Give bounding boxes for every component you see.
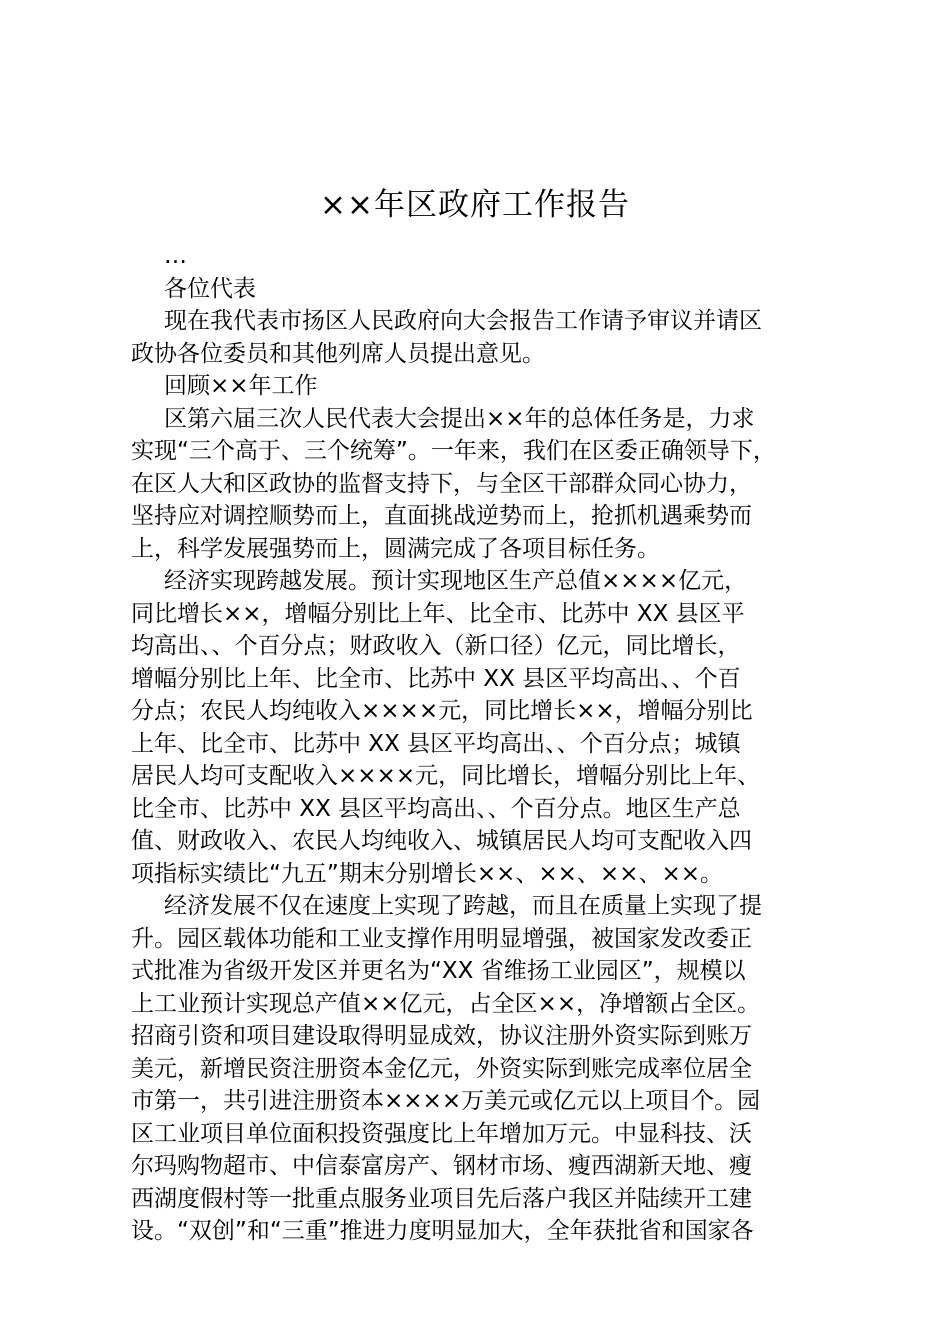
document-title: ××年区政府工作报告 <box>320 187 630 223</box>
text-line: 区第六届三次人民代表大会提出××年的总体任务是，力求 <box>164 405 755 432</box>
text-line: 均高出、、个百分点；财政收入（新口径）亿元，同比增长， <box>131 633 741 659</box>
text-line: 经济实现跨越发展。预计实现地区生产总值××××亿元， <box>164 568 748 594</box>
document-body <box>131 240 831 1248</box>
text-line: 上工业预计实现总产值××亿元，占全区××，净增额占全区。 <box>131 990 761 1017</box>
salutation-paragraph <box>131 273 831 306</box>
text-line: 西湖度假村等一批重点服务业项目先后落户我区并陆续开工建 <box>131 1185 752 1212</box>
text-line: 项指标实绩比“九五”期末分别增长××、××、××、××。 <box>131 860 724 887</box>
text-line: 升。园区载体功能和工业支撑作用明显增强，被国家发改委正 <box>131 925 752 952</box>
economy-growth-paragraph <box>131 565 831 890</box>
text-line: 经济发展不仅在速度上实现了跨越，而且在质量上实现了提 <box>164 893 762 919</box>
text-line: 市第一，共引进注册资本××××万美元或亿元以上项目个。园 <box>131 1088 761 1114</box>
text-line: 居民人均可支配收入××××元，同比增长，增幅分别比上年、 <box>131 763 761 789</box>
text-line: 区工业项目单位面积投资强度比上年增加万元。中显科技、沃 <box>131 1120 752 1147</box>
text-line: 尔玛购物超市、中信泰富房产、钢材市场、瘦西湖新天地、瘦 <box>131 1153 752 1179</box>
text-line: 回顾××年工作 <box>164 373 318 399</box>
text-line: 增幅分别比上年、比全市、比苏中 XX 县区平均高出、、个百 <box>131 665 741 692</box>
text-line: 实现“三个高于、三个统筹”。一年来，我们在区委正确领导下， <box>131 438 776 464</box>
economy-quality-paragraph <box>131 890 831 1248</box>
text-line: 在区人大和区政协的监督支持下，与全区干部群众同心协力， <box>131 470 752 497</box>
section-heading <box>131 370 831 403</box>
text-line: 值、财政收入、农民人均纯收入、城镇居民人均可支配收入四 <box>131 828 752 854</box>
text-line: 上年、比全市、比苏中 XX 县区平均高出、、个百分点；城镇 <box>131 730 741 757</box>
text-line: 美元，新增民资注册资本金亿元，外资实际到账完成率位居全 <box>131 1055 752 1082</box>
text-line: 同比增长××，增幅分别比上年、比全市、比苏中 XX 县区平 <box>131 600 745 627</box>
text-line: 坚持应对调控顺势而上，直面挑战逆势而上，抢抓机遇乘势而 <box>131 503 752 529</box>
text-line: 式批准为省级开发区并更名为“XX 省维扬工业园区”，规模以 <box>131 958 746 984</box>
text-line: 上，科学发展强势而上，圆满完成了各项目标任务。 <box>131 535 660 562</box>
text-line: 现在我代表市扬区人民政府向大会报告工作请予审议并请区 <box>164 308 762 334</box>
text-line: 招商引资和项目建设取得明显成效，协议注册外资实际到账万 <box>131 1023 752 1049</box>
ellipsis-paragraph <box>131 240 831 273</box>
text-line: 政协各位委员和其他列席人员提出意见。 <box>131 340 545 367</box>
text-line: 比全市、比苏中 XX 县区平均高出、、个百分点。地区生产总 <box>131 795 741 822</box>
text-line: 分点；农民人均纯收入××××元，同比增长××，增幅分别比 <box>131 698 753 724</box>
opening-paragraph <box>131 305 831 370</box>
overview-paragraph <box>131 403 831 566</box>
text-line: 设。“双创”和“三重”推进力度明显加大，全年获批省和国家各 <box>131 1218 754 1244</box>
text-line: … <box>164 243 187 269</box>
text-line: 各位代表 <box>164 275 256 302</box>
